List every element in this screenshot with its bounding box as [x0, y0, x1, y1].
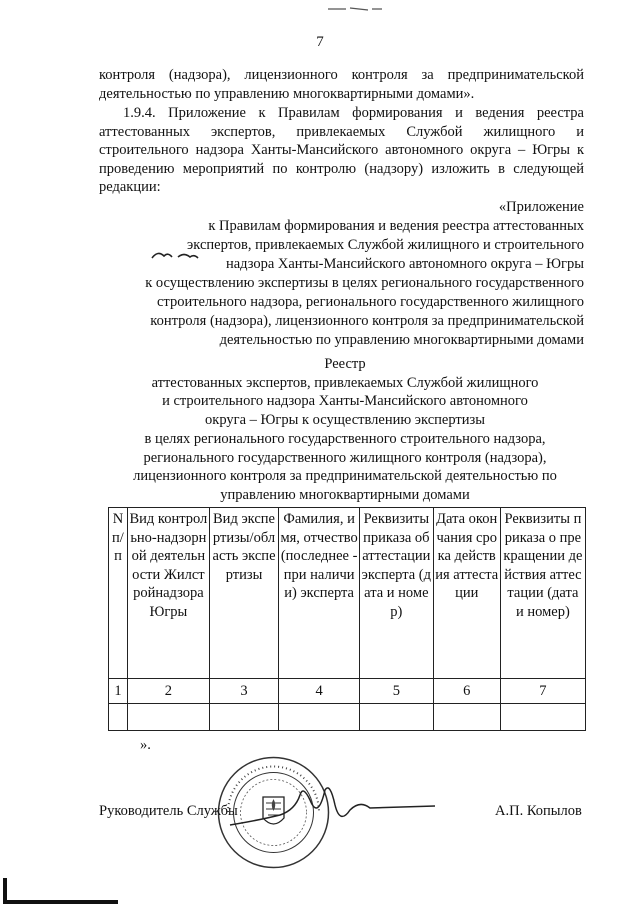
table-cell — [360, 704, 434, 731]
register-title-line: Реестр — [324, 356, 366, 372]
appendix-line: к осуществлению экспертизы в целях регионального государственного — [145, 275, 584, 291]
paragraph-1-9-4: 1.9.4. Приложение к Правилам формирования и ведения реестра аттестованных экспертов, привлекаемых Службой жилищного и строительного надзора Ханты-Мансийского автономного округа – Югры к проведению мероприятий по контролю (надзору) изложить в следующей редакции: — [99, 105, 584, 196]
table-cell — [500, 704, 585, 731]
register-table — [108, 507, 586, 731]
register-title-line: и строительного надзора Ханты-Мансийского автономного — [162, 393, 528, 410]
table-cell — [279, 704, 360, 731]
table-cell — [433, 704, 500, 731]
appendix-line: «Приложение — [498, 199, 584, 215]
table-header-cell: Реквизиты приказа об аттестации эксперта (дата и номер) — [360, 508, 434, 679]
register-title-line: лицензионного контроля за предпринимательской деятельностью по — [133, 468, 557, 485]
table-header-cell: N п/п — [109, 508, 128, 679]
register-title — [90, 355, 600, 505]
scan-artifact — [326, 0, 386, 18]
appendix-line: надзора Ханты-Мансийского автономного округа – Югры — [225, 256, 584, 272]
appendix-line: к Правилам формирования и ведения реестра аттестованных — [208, 218, 584, 234]
table-cell: 1 — [109, 679, 128, 704]
register-title-line: регионального государственного жилищного контроля (надзора), — [143, 449, 547, 466]
table-header-cell: Фамилия, имя, отчество (последнее - при наличии) эксперта — [279, 508, 360, 679]
table-cell: 4 — [279, 679, 360, 704]
table-header-cell: Вид контрольно-надзорной деятельности Жилстройнадзора Югры — [127, 508, 209, 679]
closing-quote: ». — [140, 737, 151, 753]
table-cell: 2 — [127, 679, 209, 704]
signatory-name: А.П. Копылов — [495, 803, 582, 819]
appendix-line: деятельностью по управлению многоквартирными домами — [219, 332, 584, 348]
table-number-row — [109, 679, 586, 704]
appendix-heading — [104, 198, 584, 350]
register-title-line: в целях регионального государственного строительного надзора, — [144, 430, 546, 447]
table-cell: 7 — [500, 679, 585, 704]
table-cell — [209, 704, 278, 731]
register-title-line: управлению многоквартирными домами — [220, 486, 470, 503]
signatory-position: Руководитель Службы — [99, 803, 238, 819]
table-empty-row — [109, 704, 586, 731]
table-cell: 5 — [360, 679, 434, 704]
table-cell — [127, 704, 209, 731]
table-cell: 3 — [209, 679, 278, 704]
scan-edge-mark — [0, 878, 120, 910]
table-cell: 6 — [433, 679, 500, 704]
table-header-cell: Вид экспертизы/область экспертизы — [209, 508, 278, 679]
appendix-line: строительного надзора, регионального государственного жилищного — [157, 294, 584, 310]
table-cell — [109, 704, 128, 731]
table-header-cell: Дата окончания срока действия аттестации — [433, 508, 500, 679]
table-header-cell: Реквизиты приказа о прекращении действия аттестации (дата и номер) — [500, 508, 585, 679]
appendix-line: экспертов, привлекаемых Службой жилищного и строительного — [187, 237, 584, 253]
register-title-line: округа – Югры к осуществлению экспертизы — [205, 412, 485, 429]
appendix-line: контроля (надзора), лицензионного контроля за предпринимательской — [150, 313, 584, 329]
page-number: 7 — [316, 34, 324, 50]
table-header-row — [109, 508, 586, 679]
paragraph-continuation: контроля (надзора), лицензионного контроля за предпринимательской деятельностью по управлению многоквартирными домами». — [99, 67, 584, 102]
bird-mark-icon — [150, 248, 200, 267]
register-title-line: аттестованных экспертов, привлекаемых Службой жилищного — [151, 374, 539, 391]
